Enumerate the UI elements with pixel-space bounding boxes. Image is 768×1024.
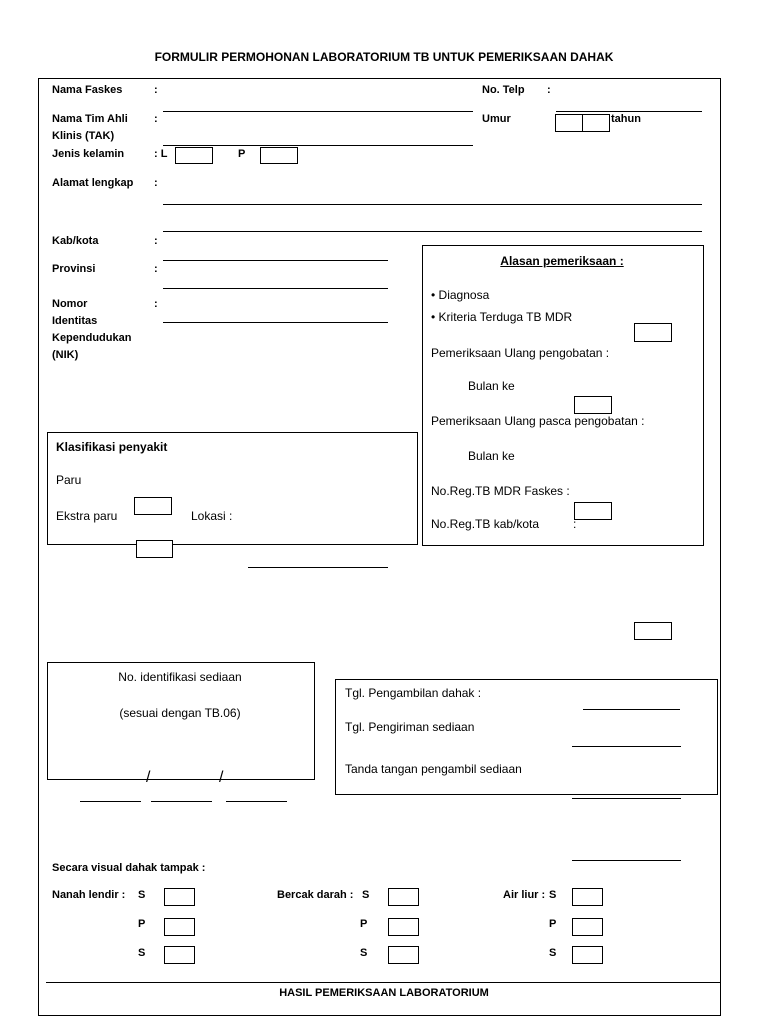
colon: :	[154, 113, 158, 125]
air-liur-p-label: P	[549, 918, 557, 930]
sediaan-id-line-3[interactable]	[226, 801, 287, 802]
tanda-tangan-label: Tanda tangan pengambil sediaan	[345, 762, 522, 776]
paru-label: Paru	[56, 473, 82, 487]
sediaan-slash-2: /	[219, 769, 224, 786]
nanah-p-label: P	[138, 918, 146, 930]
bulan-ke-box-1[interactable]	[574, 396, 612, 414]
nanah-s2-box[interactable]	[164, 946, 195, 964]
form-title: FORMULIR PERMOHONAN LABORATORIUM TB UNTUK PEMERIKSAAN DAHAK	[154, 50, 614, 64]
colon: :	[154, 177, 158, 189]
colon: :	[154, 298, 158, 310]
kab-kota-label: Kab/kota	[52, 235, 99, 247]
nanah-p-box[interactable]	[164, 918, 195, 936]
colon: :	[154, 84, 158, 96]
sediaan-id-line-2[interactable]	[151, 801, 212, 802]
alamat-line-2[interactable]	[163, 231, 702, 232]
bercak-p-label: P	[360, 918, 368, 930]
alasan-heading: Alasan pemeriksaan :	[500, 254, 624, 268]
bullet-kriteria: • Kriteria Terduga TB MDR	[431, 310, 573, 324]
alamat-label: Alamat lengkap	[52, 177, 134, 189]
kab-kota-line[interactable]	[163, 260, 388, 261]
nanah-s2-label: S	[138, 947, 146, 959]
nanah-label: Nanah lendir :	[52, 889, 126, 901]
nama-tim-line[interactable]	[163, 145, 473, 146]
ulang-pasca-label: Pemeriksaan Ulang pasca pengobatan :	[431, 414, 645, 428]
colon: :	[547, 84, 551, 96]
footer-divider	[46, 982, 720, 983]
bercak-p-box[interactable]	[388, 918, 419, 936]
kab-kota-reg-box[interactable]	[634, 622, 672, 640]
tgl-pengambilan-label: Tgl. Pengambilan dahak :	[345, 686, 482, 700]
nik-label-1: Nomor	[52, 298, 88, 310]
ekstra-paru-label: Ekstra paru	[56, 509, 118, 523]
jenis-kelamin-label: Jenis kelamin	[52, 148, 125, 160]
bulan-ke-label-2: Bulan ke	[468, 449, 515, 463]
air-liur-s-label: S	[549, 889, 557, 901]
air-liur-s2-label: S	[549, 947, 557, 959]
nik-label-2: Identitas	[52, 315, 98, 327]
ulang-pengobatan-label: Pemeriksaan Ulang pengobatan :	[431, 346, 610, 360]
no-reg-box[interactable]	[574, 502, 612, 520]
kriteria-checkbox[interactable]	[634, 323, 672, 342]
nama-tim-ahli-label: Nama Tim Ahli	[52, 113, 128, 125]
umur-label: Umur	[482, 113, 511, 125]
bulan-ke-label-1: Bulan ke	[468, 379, 515, 393]
tgl-pengiriman-line[interactable]	[572, 746, 681, 747]
bercak-label: Bercak darah :	[277, 889, 354, 901]
colon: :	[573, 517, 577, 531]
alamat-line-1[interactable]	[163, 204, 702, 205]
tgl-pengiriman-label: Tgl. Pengiriman sediaan	[345, 720, 475, 734]
bullet-diagnosa: • Diagnosa	[431, 288, 490, 302]
air-liur-s-box[interactable]	[572, 888, 603, 906]
sediaan-id-line-1[interactable]	[80, 801, 141, 802]
klasifikasi-heading: Klasifikasi penyakit	[56, 440, 168, 454]
lokasi-line[interactable]	[248, 567, 388, 568]
nama-faskes-line[interactable]	[163, 111, 473, 112]
kriteria-text: Kriteria Terduga TB MDR	[438, 310, 573, 324]
bercak-s2-box[interactable]	[388, 946, 419, 964]
air-liur-p-box[interactable]	[572, 918, 603, 936]
paru-checkbox[interactable]	[134, 497, 172, 515]
ekstra-paru-checkbox[interactable]	[136, 540, 173, 558]
sediaan-line-2: (sesuai dengan TB.06)	[119, 706, 241, 720]
signature-line[interactable]	[572, 860, 681, 861]
nik-label-3: Kependudukan	[52, 332, 132, 344]
diagnosa-text: Diagnosa	[438, 288, 490, 302]
nanah-s-box[interactable]	[164, 888, 195, 906]
air-liur-s2-box[interactable]	[572, 946, 603, 964]
colon: :	[154, 263, 158, 275]
air-liur-label: Air liur :	[503, 889, 546, 901]
provinsi-line[interactable]	[163, 288, 388, 289]
jk-l-box[interactable]	[175, 147, 213, 164]
tahun-label: tahun	[611, 113, 641, 125]
no-reg-kab-label: No.Reg.TB kab/kota	[431, 517, 540, 531]
bercak-s-label: S	[362, 889, 370, 901]
nanah-s-label: S	[138, 889, 146, 901]
no-telp-label: No. Telp	[482, 84, 525, 96]
umur-box-1[interactable]	[555, 114, 583, 132]
lokasi-label: Lokasi :	[191, 509, 233, 523]
bercak-s2-label: S	[360, 947, 368, 959]
no-reg-faskes-label: No.Reg.TB MDR Faskes :	[431, 484, 570, 498]
no-telp-line[interactable]	[556, 111, 702, 112]
hasil-heading: HASIL PEMERIKSAAN LABORATORIUM	[279, 987, 489, 999]
provinsi-label: Provinsi	[52, 263, 96, 275]
umur-box-2[interactable]	[582, 114, 610, 132]
jk-p-box[interactable]	[260, 147, 298, 164]
visual-heading: Secara visual dahak tampak :	[52, 862, 206, 874]
sediaan-line-1: No. identifikasi sediaan	[118, 670, 242, 684]
colon: :	[154, 235, 158, 247]
tanda-tangan-line[interactable]	[572, 798, 681, 799]
nama-faskes-label: Nama Faskes	[52, 84, 123, 96]
tgl-pengambilan-line[interactable]	[583, 709, 680, 710]
jk-p-label: P	[238, 148, 246, 160]
nama-tim-ahli-label-2: Klinis (TAK)	[52, 130, 115, 142]
jk-l-label: : L	[154, 148, 168, 160]
nik-line[interactable]	[163, 322, 388, 323]
nik-label-4: (NIK)	[52, 349, 79, 361]
bercak-s-box[interactable]	[388, 888, 419, 906]
sediaan-slash-1: /	[146, 769, 151, 786]
